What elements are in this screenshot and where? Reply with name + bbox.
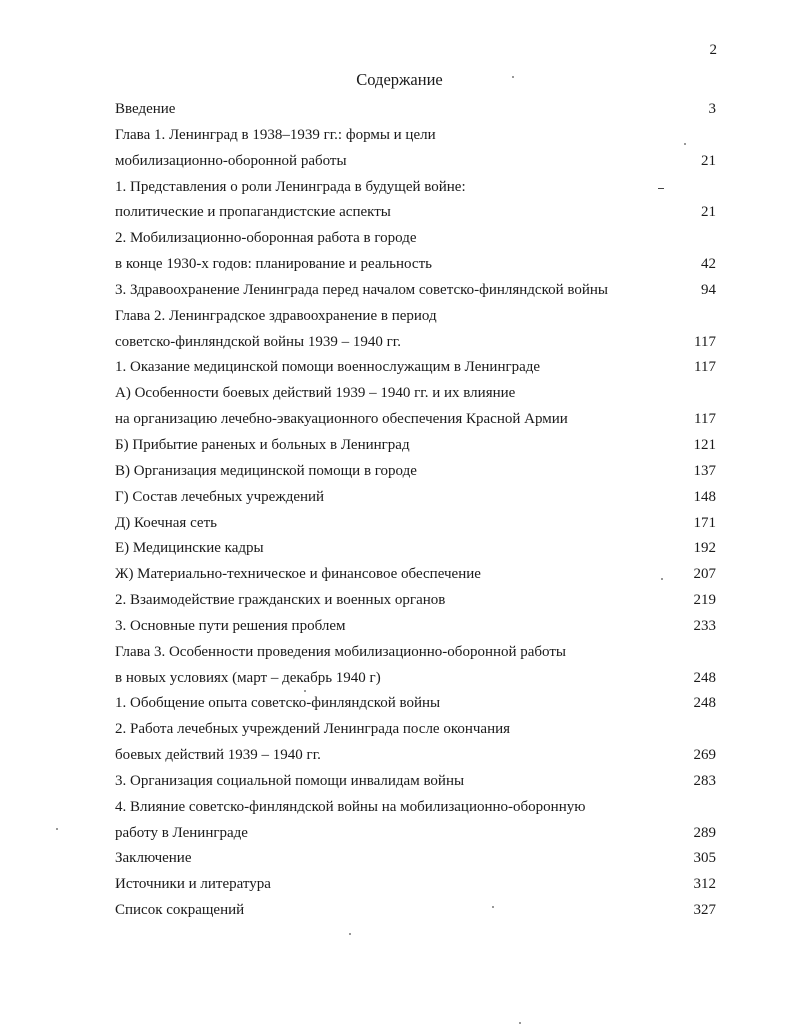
toc-row <box>115 562 716 588</box>
scan-artifact-speck <box>56 828 58 830</box>
toc-row <box>115 588 716 614</box>
toc-entry-page: 42 <box>701 256 716 273</box>
toc-entry-text: Д) Коечная сеть <box>115 514 217 531</box>
toc-entry-text: Список сокращений <box>115 902 245 919</box>
toc-row <box>115 717 716 743</box>
toc-entry-page: 117 <box>694 411 716 428</box>
toc-entry-page: 248 <box>693 669 716 686</box>
scan-artifact-speck <box>349 933 351 935</box>
toc-entry-text: 1. Оказание медицинской помощи военнослужащим в Ленинграде <box>115 359 541 376</box>
toc-row <box>115 459 716 485</box>
toc-entry-text: Глава 1. Ленинград в 1938–1939 гг.: формы и цели <box>115 126 436 143</box>
toc-entry-page: 305 <box>693 850 716 867</box>
toc-entry-text: В) Организация медицинской помощи в городе <box>115 462 417 479</box>
toc-row <box>115 433 716 459</box>
toc-entry-text: 2. Взаимодействие гражданских и военных органов <box>115 592 446 609</box>
toc-entry-page: 283 <box>693 772 716 789</box>
toc-row <box>115 304 716 330</box>
toc-entry-page: 207 <box>693 566 716 583</box>
scan-artifact-speck <box>492 906 494 908</box>
toc-row <box>115 252 716 278</box>
scan-artifact-speck <box>661 578 663 580</box>
toc-row <box>115 149 716 175</box>
toc-entry-page: 3 <box>708 101 716 117</box>
toc-entry-text: в конце 1930-х годов: планирование и реальность <box>115 256 432 273</box>
toc-entry-page: 289 <box>693 824 716 841</box>
toc-entry-text: советско-финляндской войны 1939 – 1940 гг. <box>115 333 401 350</box>
toc-entry-page: 21 <box>701 152 716 169</box>
toc-row <box>115 743 716 769</box>
scan-artifact-mark <box>658 188 664 189</box>
toc-row <box>115 97 716 123</box>
toc-entry-text: мобилизационно-оборонной работы <box>115 152 347 169</box>
toc-entry-page: 121 <box>693 436 716 453</box>
scan-artifact-speck <box>684 143 686 145</box>
toc-entry-text: 3. Организация социальной помощи инвалидам войны <box>115 772 465 789</box>
toc-entry-page: 327 <box>693 902 716 919</box>
toc-entry-page: 94 <box>701 281 716 298</box>
table-of-contents <box>115 97 716 924</box>
toc-entry-page: 248 <box>693 695 716 712</box>
toc-entry-text: Глава 3. Особенности проведения мобилизационно-оборонной работы <box>115 643 566 660</box>
toc-entry-text: 4. Влияние советско-финляндской войны на мобилизационно-оборонную <box>115 798 586 815</box>
toc-entry-page: 137 <box>693 462 716 479</box>
toc-entry-page: 233 <box>693 617 716 634</box>
toc-row <box>115 872 716 898</box>
toc-row <box>115 226 716 252</box>
toc-entry-page: 117 <box>694 333 716 350</box>
scan-artifact-speck <box>512 76 514 78</box>
toc-row <box>115 846 716 872</box>
toc-entry-text: Ж) Материально-техническое и финансовое обеспечение <box>115 566 481 583</box>
toc-entry-page: 171 <box>693 514 716 531</box>
toc-row <box>115 640 716 666</box>
toc-entry-text: политические и пропагандистские аспекты <box>115 204 391 221</box>
toc-entry-text: Глава 2. Ленинградское здравоохранение в период <box>115 307 437 324</box>
toc-entry-text: 3. Здравоохранение Ленинграда перед началом советско-финляндской войны <box>115 281 609 298</box>
scan-artifact-speck <box>304 690 306 692</box>
toc-entry-text: 2. Мобилизационно-оборонная работа в городе <box>115 230 417 247</box>
toc-entry-page: 117 <box>694 359 716 376</box>
toc-entry-text: Источники и литература <box>115 876 271 893</box>
toc-row <box>115 381 716 407</box>
toc-row <box>115 355 716 381</box>
toc-row <box>115 691 716 717</box>
toc-entry-text: Б) Прибытие раненых и больных в Ленинград <box>115 436 410 453</box>
page-number: 2 <box>709 42 717 58</box>
toc-entry-text: 2. Работа лечебных учреждений Ленинграда после окончания <box>115 721 511 738</box>
toc-entry-text: 3. Основные пути решения проблем <box>115 617 346 634</box>
toc-row <box>115 666 716 692</box>
toc-row <box>115 795 716 821</box>
toc-row <box>115 200 716 226</box>
toc-entry-text: в новых условиях (март – декабрь 1940 г) <box>115 669 381 686</box>
toc-entry-text: А) Особенности боевых действий 1939 – 1940 гг. и их влияние <box>115 385 516 402</box>
toc-row <box>115 769 716 795</box>
toc-entry-text: Введение <box>115 101 176 117</box>
toc-row <box>115 330 716 356</box>
toc-row <box>115 898 716 924</box>
toc-entry-page: 269 <box>693 747 716 764</box>
toc-entry-text: Заключение <box>115 850 192 867</box>
toc-entry-page: 21 <box>701 204 716 221</box>
toc-entry-text: работу в Ленинграде <box>115 824 248 841</box>
toc-row <box>115 407 716 433</box>
toc-entry-page: 312 <box>693 876 716 893</box>
toc-row <box>115 485 716 511</box>
toc-row <box>115 123 716 149</box>
toc-row <box>115 614 716 640</box>
toc-entry-text: Г) Состав лечебных учреждений <box>115 488 325 505</box>
toc-entry-page: 148 <box>693 488 716 505</box>
toc-entry-page: 219 <box>693 592 716 609</box>
toc-entry-text: боевых действий 1939 – 1940 гг. <box>115 747 321 764</box>
toc-entry-page: 192 <box>693 540 716 557</box>
toc-entry-text: Е) Медицинские кадры <box>115 540 264 557</box>
toc-row <box>115 536 716 562</box>
toc-entry-text: 1. Представления о роли Ленинграда в будущей войне: <box>115 178 466 195</box>
toc-row <box>115 175 716 201</box>
toc-entry-text: 1. Обобщение опыта советско-финляндской войны <box>115 695 441 712</box>
toc-row <box>115 511 716 537</box>
toc-row <box>115 821 716 847</box>
toc-row <box>115 278 716 304</box>
page-title: Содержание <box>356 70 443 89</box>
toc-entry-text: на организацию лечебно-эвакуационного обеспечения Красной Армии <box>115 411 568 428</box>
scan-artifact-speck <box>519 1022 521 1024</box>
